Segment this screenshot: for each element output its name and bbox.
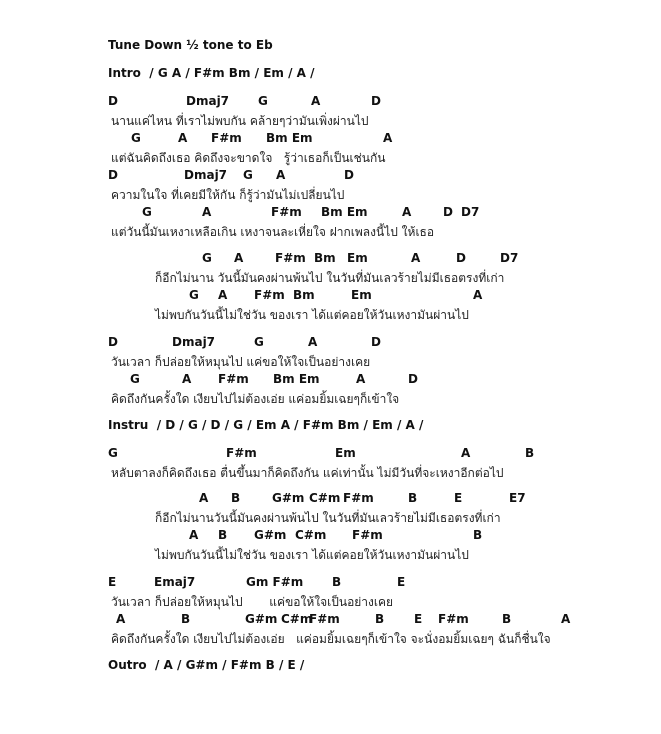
chord: B xyxy=(525,446,535,460)
chord: A xyxy=(189,528,199,542)
chord: Bm Em xyxy=(321,205,368,219)
lyric-line: คิดถึงกันครั้งใด เงียบไปไม่ต้องเอ่ย แค่อมยิ้มเฉยๆก็เข้าใจ จะนั่งอมยิ้มเฉยๆ ฉันก็ชื่นใจ xyxy=(111,632,551,646)
chord: E xyxy=(414,612,423,626)
chord-line xyxy=(0,288,661,304)
lyric-line: วันเวลา ก็ปล่อยให้หมุนไป แค่ขอให้ใจเป็นอย่างเคย xyxy=(111,595,394,609)
chord: G#m xyxy=(272,491,305,505)
chord: G xyxy=(142,205,152,219)
chord: D xyxy=(408,372,418,386)
lyric-line: คิดถึงกันครั้งใด เงียบไปไม่ต้องเอ่ย แค่อมยิ้มเฉยๆก็เข้าใจ xyxy=(111,392,400,406)
chord: C#m xyxy=(295,528,327,542)
lyric-line: แต่ฉันคิดถึงเธอ คิดถึงจะขาดใจ รู้ว่าเธอก็เป็นเช่นกัน xyxy=(111,151,386,165)
chord: B xyxy=(218,528,228,542)
chord: G xyxy=(131,131,141,145)
chord: F#m xyxy=(211,131,242,145)
chord: F#m xyxy=(275,251,306,265)
chord: B xyxy=(181,612,191,626)
chord-line xyxy=(0,575,661,591)
chord: Bm xyxy=(293,288,315,302)
lyric-line: ก็อีกไม่นาน วันนี้มันคงผ่านพ้นไป ในวันที่มันเลวร้ายไม่มีเธอตรงที่เก่า xyxy=(155,271,505,285)
chord: C#m xyxy=(309,491,341,505)
lyric-line: แต่วันนี้มันเหงาเหลือเกิน เหงาจนละเหี่ยใจ ฝากเพลงนี้ไป ให้เธอ xyxy=(111,225,435,239)
chord: G xyxy=(258,94,268,108)
chord: A xyxy=(308,335,318,349)
chord-line xyxy=(0,205,661,221)
chord: Dmaj7 xyxy=(186,94,230,108)
chord: D xyxy=(371,335,381,349)
chord: A xyxy=(178,131,188,145)
chord: A xyxy=(276,168,286,182)
chord: E xyxy=(454,491,463,505)
chord: Bm Em xyxy=(266,131,313,145)
chord: B xyxy=(375,612,385,626)
chord: G xyxy=(130,372,140,386)
chord: Dmaj7 xyxy=(184,168,228,182)
chord: E xyxy=(108,575,117,589)
chord: Bm xyxy=(314,251,336,265)
chord: D xyxy=(108,335,118,349)
chord-line xyxy=(0,528,661,544)
chord-line xyxy=(0,335,661,351)
chord-line xyxy=(0,491,661,507)
chord: Em xyxy=(335,446,356,460)
chord: B xyxy=(332,575,342,589)
chord: G#m xyxy=(245,612,278,626)
chord: G xyxy=(202,251,212,265)
chord: B xyxy=(502,612,512,626)
chord: Dmaj7 xyxy=(172,335,216,349)
chord: E7 xyxy=(509,491,526,505)
chord: B xyxy=(231,491,241,505)
chord: A xyxy=(561,612,571,626)
chord: F#m xyxy=(218,372,249,386)
chord: A xyxy=(218,288,228,302)
chord: A xyxy=(202,205,212,219)
chord: Em xyxy=(351,288,372,302)
chord: Em xyxy=(347,251,368,265)
chord: D xyxy=(456,251,466,265)
lyric-line: ความในใจ ที่เคยมีให้กัน ก็รู้ว่ามันไม่เปลี่ยนไป xyxy=(111,188,345,202)
lyric-line: หลับตาลงก็คิดถึงเธอ ตื่นขึ้นมาก็คิดถึงกัน แค่เท่านั้น ไม่มีวันที่จะเหงาอีกต่อไป xyxy=(111,466,504,480)
chord: Emaj7 xyxy=(154,575,196,589)
lyric-line: ไม่พบกันวันนี้ไม่ใช่วัน ของเรา ได้แต่คอยให้วันเหงามันผ่านไป xyxy=(155,548,469,562)
chord: F#m xyxy=(438,612,469,626)
chord: A xyxy=(311,94,321,108)
chord: A xyxy=(383,131,393,145)
lyric-line: ก็อีกไม่นานวันนี้มันคงผ่านพ้นไป ในวันที่มันเลวร้ายไม่มีเธอตรงที่เก่า xyxy=(155,511,501,525)
chord: A xyxy=(356,372,366,386)
chord: G#m xyxy=(254,528,287,542)
tuning-note: Tune Down ½ tone to Eb xyxy=(108,38,273,52)
chord-line xyxy=(0,94,661,110)
chord: A xyxy=(402,205,412,219)
chord: D7 xyxy=(461,205,480,219)
chord: D xyxy=(108,168,118,182)
chord: A xyxy=(234,251,244,265)
chord-line xyxy=(0,446,661,462)
chord: D7 xyxy=(500,251,519,265)
chord: F#m xyxy=(343,491,374,505)
chord: F#m xyxy=(254,288,285,302)
intro-progression: Intro / G A / F#m Bm / Em / A / xyxy=(108,66,315,80)
chord: A xyxy=(461,446,471,460)
chord-line xyxy=(0,372,661,388)
chord-line xyxy=(0,612,661,628)
chord: Gm F#m xyxy=(246,575,304,589)
chord: D xyxy=(443,205,453,219)
chord: G xyxy=(243,168,253,182)
chord-line xyxy=(0,251,661,267)
instrumental-progression: Instru / D / G / D / G / Em A / F#m Bm / Em / A / xyxy=(108,418,424,432)
lyric-line: นานแค่ไหน ที่เราไม่พบกัน คล้ายๆว่ามันเพิ่งผ่านไป xyxy=(111,114,369,128)
chord: A xyxy=(411,251,421,265)
chord-line xyxy=(0,168,661,184)
chord: F#m xyxy=(352,528,383,542)
chord: A xyxy=(199,491,209,505)
chord: F#m xyxy=(271,205,302,219)
chord: D xyxy=(371,94,381,108)
chord: B xyxy=(473,528,483,542)
chord: D xyxy=(108,94,118,108)
lyric-line: วันเวลา ก็ปล่อยให้หมุนไป แค่ขอให้ใจเป็นอย่างเคย xyxy=(111,355,371,369)
chord: A xyxy=(182,372,192,386)
chord: A xyxy=(473,288,483,302)
chord: F#m xyxy=(309,612,340,626)
lyric-line: ไม่พบกันวันนี้ไม่ใช่วัน ของเรา ได้แต่คอยให้วันเหงามันผ่านไป xyxy=(155,308,469,322)
chord: E xyxy=(397,575,406,589)
chord: C#m xyxy=(281,612,313,626)
chord: B xyxy=(408,491,418,505)
chord: G xyxy=(254,335,264,349)
chord: Bm Em xyxy=(273,372,320,386)
chord: G xyxy=(189,288,199,302)
chord-line xyxy=(0,131,661,147)
chord: G xyxy=(108,446,118,460)
outro-progression: Outro / A / G#m / F#m B / E / xyxy=(108,658,305,672)
chord: D xyxy=(344,168,354,182)
chord: A xyxy=(116,612,126,626)
chord: F#m xyxy=(226,446,257,460)
